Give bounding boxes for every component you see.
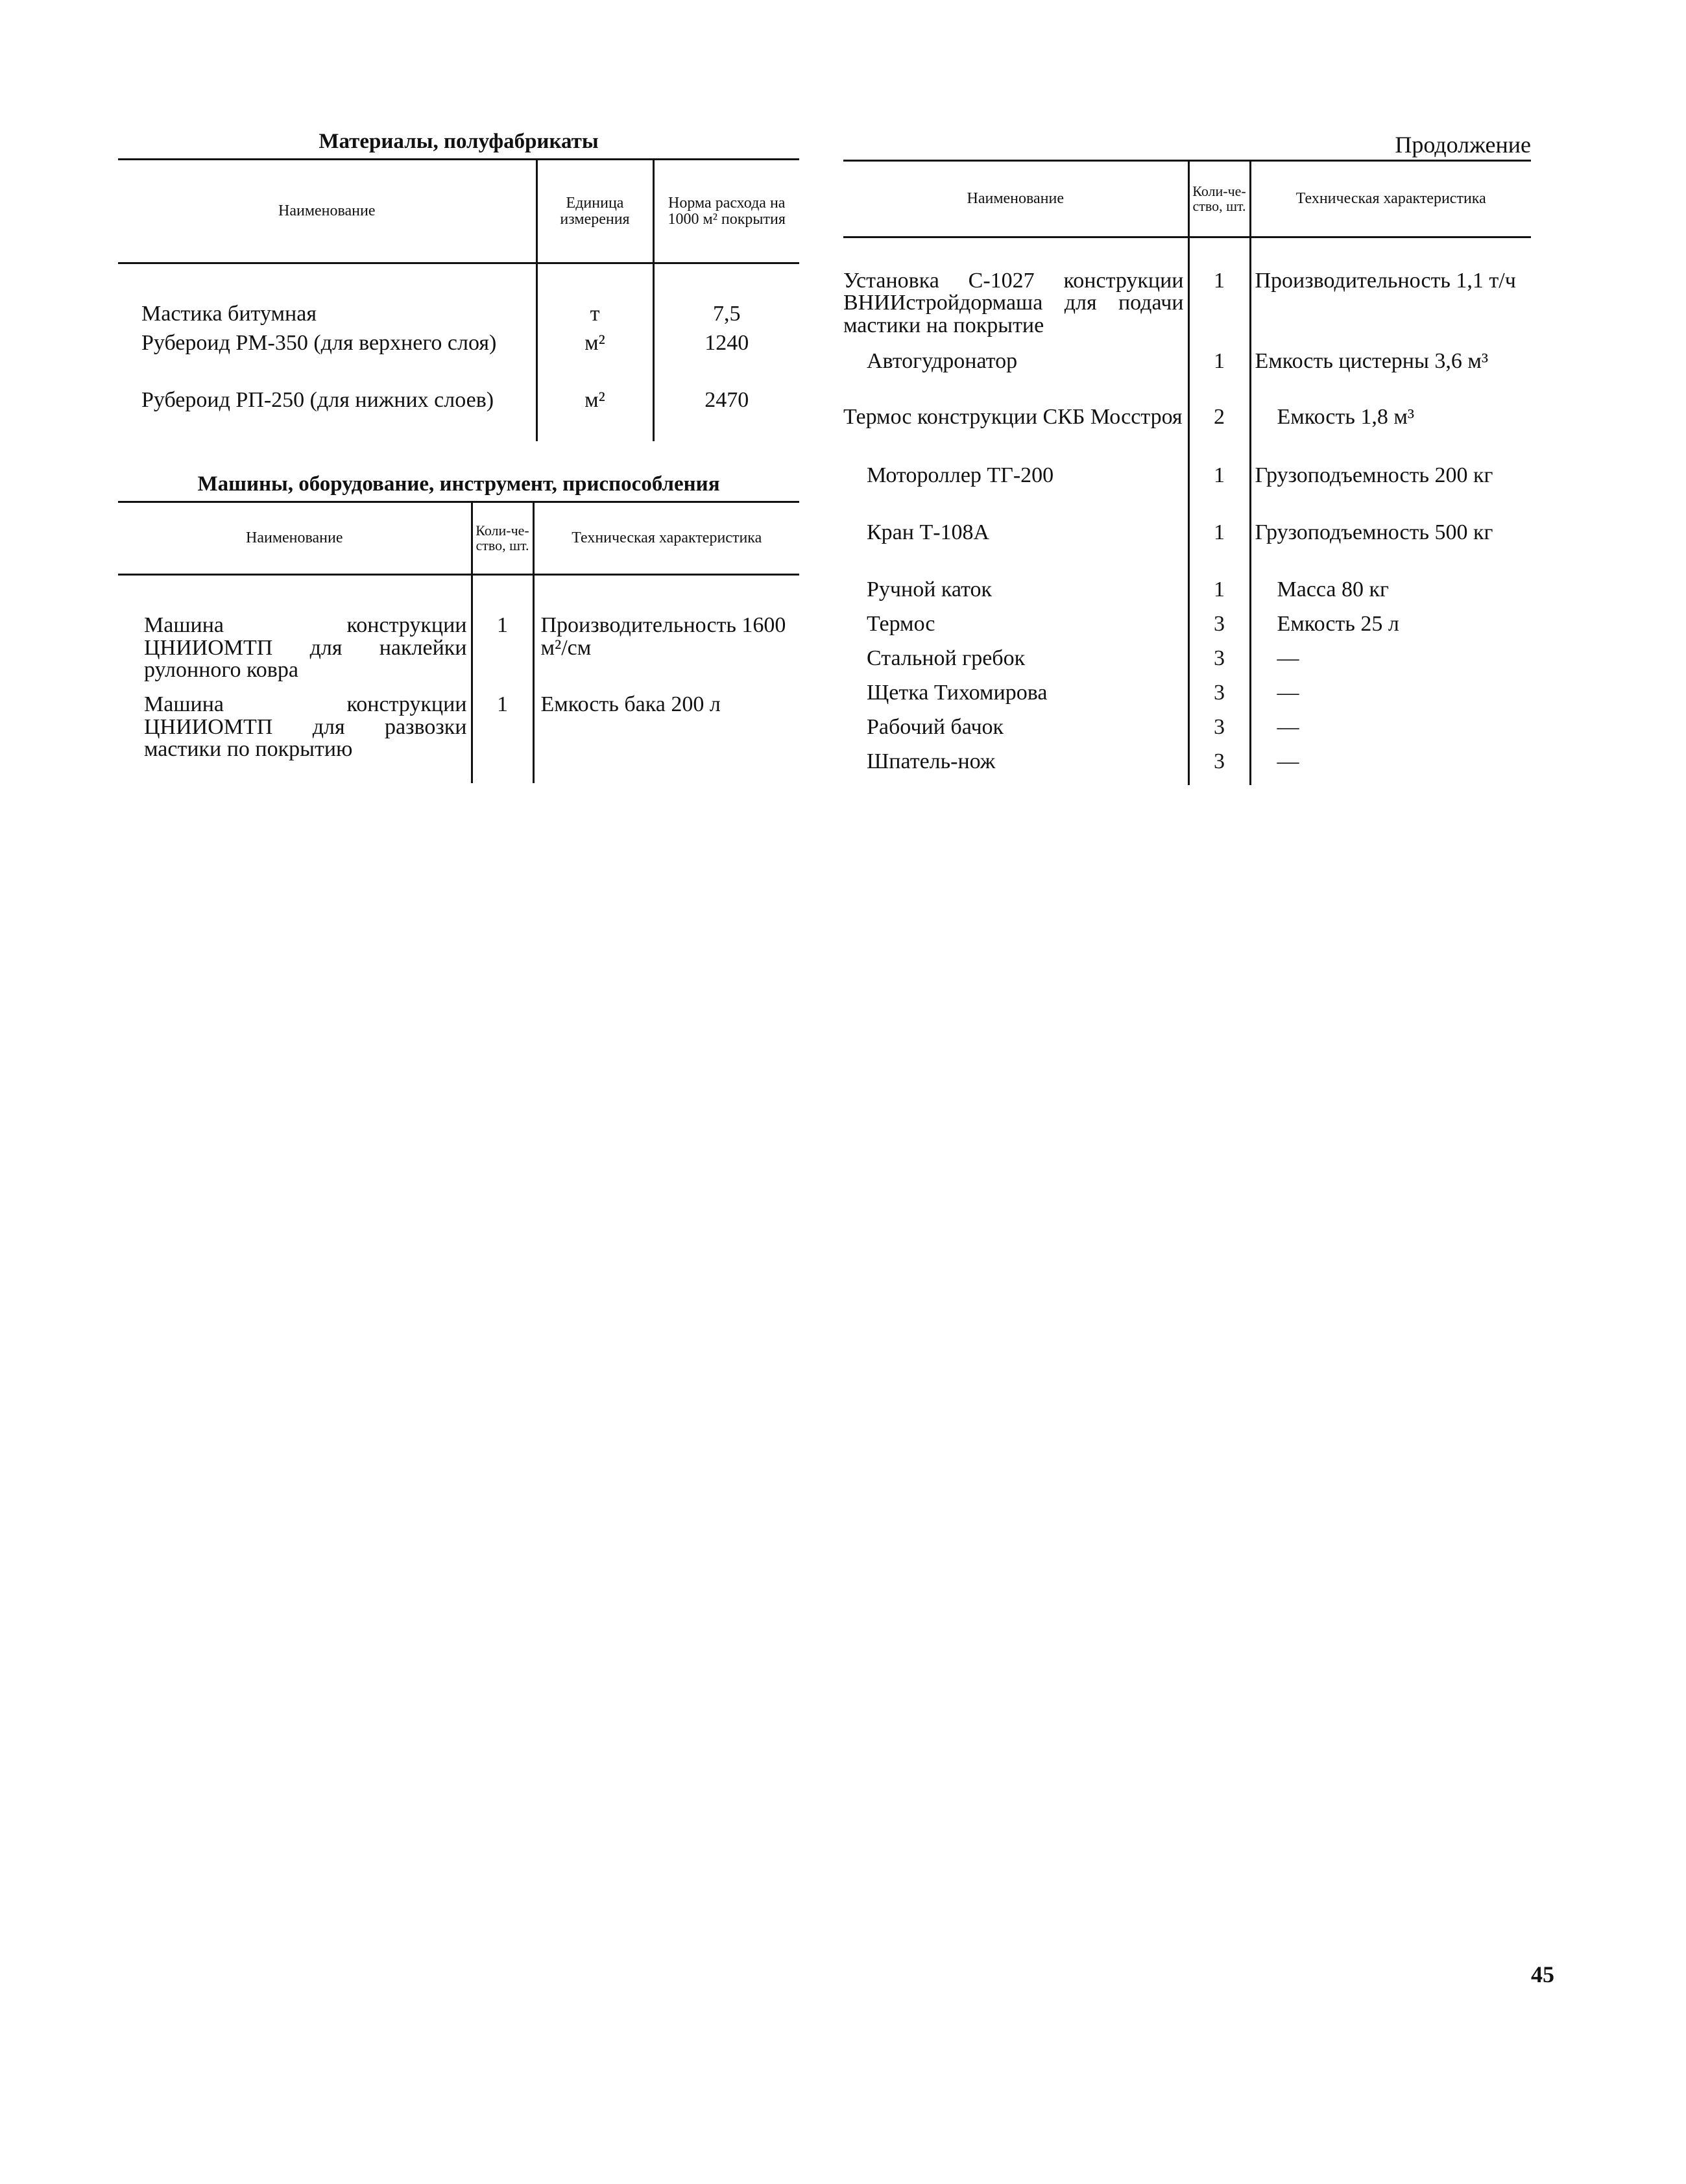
equipment-qty: 1 <box>1188 579 1250 613</box>
table-row <box>843 751 1531 785</box>
table-row <box>843 522 1531 579</box>
table-row <box>118 614 799 694</box>
equipment-name: Термос <box>867 611 935 636</box>
table-row <box>843 465 1531 522</box>
equipment-spec: — <box>1250 682 1531 716</box>
material-norm: 2470 <box>653 389 799 441</box>
table-row <box>843 579 1531 613</box>
material-norm: 1240 <box>653 332 799 389</box>
equipment-spec: — <box>1250 716 1531 751</box>
machines-header-row <box>118 502 799 575</box>
material-name: Рубероид РМ-350 (для верхнего слоя) <box>141 331 497 355</box>
equipment-name: Кран Т-108А <box>867 520 990 544</box>
machines-table <box>118 501 799 783</box>
machines-header-name: Наименование <box>118 502 472 575</box>
equipment-spec: Емкость 25 л <box>1250 613 1531 648</box>
machine-spec: Емкость бака 200 л <box>533 694 799 765</box>
machine-name: Машина конструкции ЦНИИОМТП для развозки мастики по покрытию <box>144 692 467 762</box>
continuation-header-spec: Техническая характеристика <box>1250 161 1531 237</box>
equipment-qty: 3 <box>1188 613 1250 648</box>
table-row <box>843 682 1531 716</box>
machines-title: Машины, оборудование, инструмент, приспособления <box>197 472 720 496</box>
equipment-spec: Грузоподъемность 200 кг <box>1250 465 1531 522</box>
table-row <box>843 613 1531 648</box>
continuation-header-row <box>843 161 1531 237</box>
equipment-qty: 2 <box>1188 406 1250 465</box>
continuation-title: Продолжение <box>1395 132 1531 158</box>
materials-title: Материалы, полуфабрикаты <box>319 130 599 153</box>
table-row <box>843 716 1531 751</box>
equipment-qty: 1 <box>1188 465 1250 522</box>
materials-header-row <box>118 160 799 263</box>
materials-header-name: Наименование <box>118 160 536 263</box>
equipment-name: Щетка Тихомирова <box>867 680 1048 705</box>
equipment-spec: — <box>1250 648 1531 682</box>
equipment-name: Автогудронатор <box>867 348 1018 373</box>
machines-header-qty: Коли-че-ство, шт. <box>472 502 533 575</box>
equipment-spec: Грузоподъемность 500 кг <box>1250 522 1531 579</box>
table-row <box>118 303 799 332</box>
machine-spec: Производительность 1600 м²/см <box>533 614 799 694</box>
table-row <box>118 332 799 389</box>
material-norm: 7,5 <box>653 303 799 332</box>
equipment-name: Мотороллер ТГ-200 <box>867 463 1054 487</box>
equipment-spec: Емкость цистерны 3,6 м³ <box>1250 350 1531 406</box>
equipment-spec: Масса 80 кг <box>1250 579 1531 613</box>
page-number: 45 <box>1531 1961 1554 1987</box>
material-unit: т <box>536 303 653 332</box>
material-name: Мастика битумная <box>141 302 317 326</box>
equipment-qty: 1 <box>1188 350 1250 406</box>
table-row <box>118 389 799 441</box>
machine-name: Машина конструкции ЦНИИОМТП для наклейки рулонного ковра <box>144 613 467 683</box>
equipment-qty: 1 <box>1188 522 1250 579</box>
equipment-name: Установка С-1027 конструкции ВНИИстройдормаша для подачи мастики на покрытие <box>843 268 1184 337</box>
equipment-spec: — <box>1250 751 1531 785</box>
materials-table <box>118 158 799 441</box>
equipment-name: Термос конструкции СКБ Мосстроя <box>843 404 1183 429</box>
materials-header-norm: Норма расхода на 1000 м² покрытия <box>653 160 799 263</box>
continuation-header-qty: Коли-че-ство, шт. <box>1188 161 1250 237</box>
continuation-table <box>843 160 1531 785</box>
table-row <box>843 270 1531 350</box>
continuation-header-name: Наименование <box>843 161 1188 237</box>
equipment-spec: Производительность 1,1 т/ч <box>1250 270 1531 350</box>
material-name: Рубероид РП-250 (для нижних слоев) <box>141 388 494 412</box>
machine-qty: 1 <box>472 694 533 765</box>
equipment-spec: Емкость 1,8 м³ <box>1250 406 1531 465</box>
table-row <box>118 694 799 765</box>
equipment-qty: 3 <box>1188 716 1250 751</box>
equipment-qty: 1 <box>1188 270 1250 350</box>
material-unit: м² <box>536 389 653 441</box>
equipment-name: Шпатель-нож <box>867 749 996 773</box>
table-row <box>843 648 1531 682</box>
equipment-qty: 3 <box>1188 751 1250 785</box>
equipment-name: Рабочий бачок <box>867 714 1004 739</box>
table-row <box>843 350 1531 406</box>
machines-header-spec: Техническая характеристика <box>533 502 799 575</box>
equipment-name: Стальной гребок <box>867 646 1026 670</box>
material-unit: м² <box>536 332 653 389</box>
materials-header-unit: Единица измерения <box>536 160 653 263</box>
machine-qty: 1 <box>472 614 533 694</box>
equipment-qty: 3 <box>1188 648 1250 682</box>
equipment-qty: 3 <box>1188 682 1250 716</box>
equipment-name: Ручной каток <box>867 577 993 601</box>
table-row <box>843 406 1531 465</box>
